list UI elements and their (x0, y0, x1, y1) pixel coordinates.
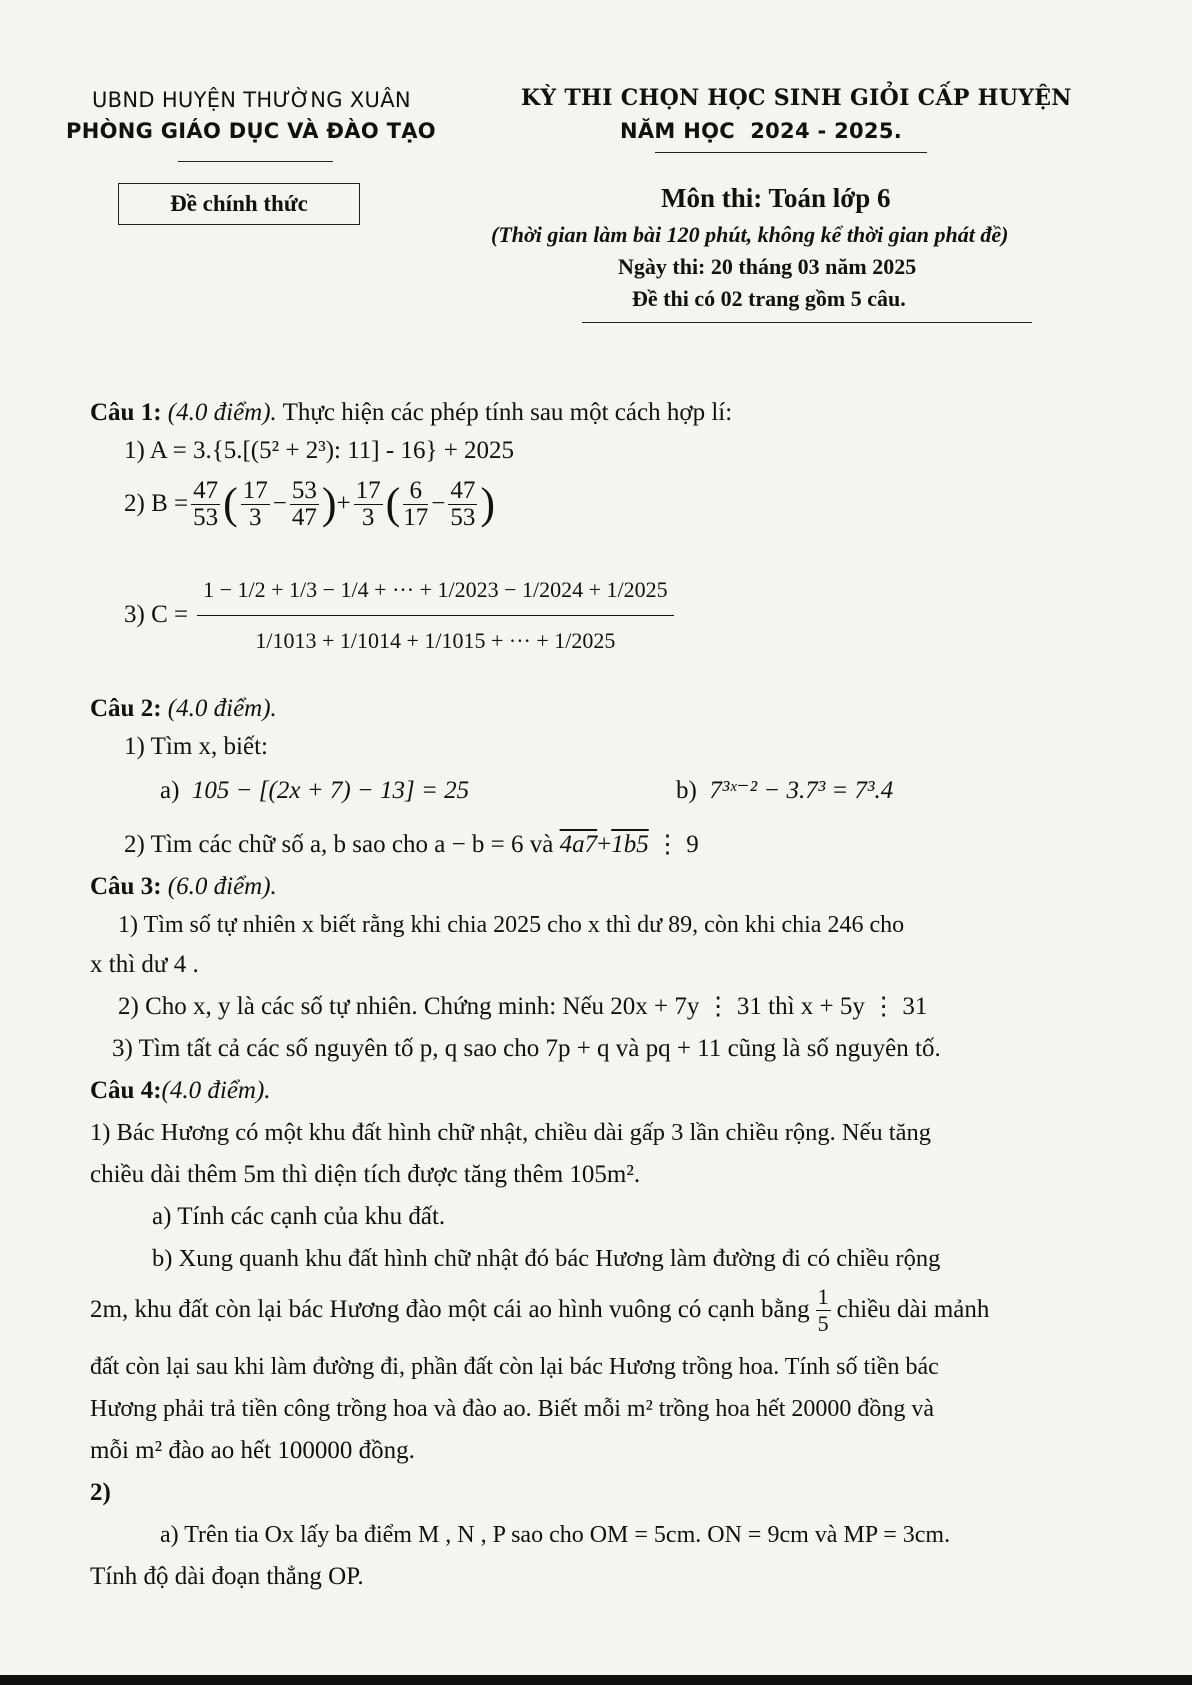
c-numerator: 1 − 1/2 + 1/3 − 1/4 + ··· + 1/2023 − 1/2024 + 1/2025 (197, 573, 674, 616)
b-fraction-5: $\frac{6}{17}$ (403, 476, 429, 531)
b-fraction-4: $\frac{17}{3}$ (355, 476, 381, 531)
q2-heading (90, 692, 277, 726)
c-denominator: 1/1013 + 1/1014 + 1/1015 + ··· + 1/2025 (255, 627, 616, 653)
b-fraction-2: $\frac{17}{3}$ (242, 476, 268, 531)
duration-note: (Thời gian làm bài 120 phút, không kể thời gian phát đề) (491, 222, 1009, 247)
q4-item1b-line5: mỗi m² đào ao hết 100000 đồng. (90, 1437, 415, 1464)
q1-item1: 1) A = 3.{5.[(5² + 2³): 11] - 16} + 2025 (124, 437, 515, 464)
overlined-number-1b5: 1b5 (611, 831, 649, 858)
q4-title: Câu 4: (90, 1077, 162, 1104)
q1-prompt: Thực hiện các phép tính sau một cách hợp lí: (282, 399, 733, 426)
q3-heading (90, 870, 277, 904)
q1-item3-label: 3) C = (124, 601, 189, 628)
q1-points: (4.0 điểm). (167, 399, 277, 426)
header-bottom-rule (582, 322, 1032, 323)
q1-item2: 2) B = $\frac{47}{53}$ ( $\frac{17}{3}$ − $\frac{53}{47}$ ) + $\frac{17}{3}$ ( $\frac{6}{17}$ − $\frac{47}{53}$ ) (124, 476, 496, 531)
department-name: UBND HUYỆN THƯỜNG XUÂN (92, 88, 411, 112)
pages-note: Đề thi có 02 trang gồm 5 câu. (632, 286, 906, 311)
official-exam-box: Đề chính thức (118, 183, 360, 225)
q1-title: Câu 1: (90, 399, 162, 426)
q4-item2a-line1: a) Trên tia Ox lấy ba điểm M , N , P sao cho OM = 5cm. ON = 9cm và MP = 3cm. (160, 1522, 951, 1548)
q4-item1b-line4: Hương phải trả tiền công trồng hoa và đào ao. Biết mỗi m² trồng hoa hết 20000 đồng và (90, 1396, 935, 1422)
office-name: PHÒNG GIÁO DỤC VÀ ĐÀO TẠO (66, 119, 436, 143)
c-main-fraction (197, 573, 674, 658)
q3-item3: 3) Tìm tất cả các số nguyên tố p, q sao cho 7p + q và pq + 11 cũng là số nguyên tố. (112, 1035, 941, 1062)
q2-title: Câu 2: (90, 695, 162, 722)
q4-item2: 2) (90, 1479, 111, 1506)
q1-item3 (124, 560, 677, 670)
q4-item1-line1: 1) Bác Hương có một khu đất hình chữ nhật, chiều dài gấp 3 lần chiều rộng. Nếu tăng (90, 1119, 931, 1146)
q4-item1b-line2: 2m, khu đất còn lại bác Hương đào một cái ao hình vuông có cạnh bằng $\frac{1}{5}$ chiều dài mảnh (90, 1283, 990, 1336)
q2-b-expression: 7³ˣ⁻² − 3.7³ = 7³.4 (709, 777, 894, 804)
q4-heading (90, 1074, 271, 1108)
overlined-number-4a7: 4a7 (559, 831, 598, 858)
b-fraction-6: $\frac{47}{53}$ (450, 476, 476, 531)
q2-points: (4.0 điểm). (167, 695, 277, 722)
subject-line: Môn thi: Toán lớp 6 (661, 183, 891, 213)
q2-item1b: b) 7³ˣ⁻² − 3.7³ = 7³.4 (676, 777, 894, 804)
q3-item1-line1: 1) Tìm số tự nhiên x biết rằng khi chia 2025 cho x thì dư 89, còn khi chia 246 cho (118, 912, 905, 938)
right-header-rule (655, 152, 927, 153)
q4-item1b-line3: đất còn lại sau khi làm đường đi, phần đất còn lại bác Hương trồng hoa. Tính số tiền bác (90, 1354, 939, 1380)
q4-points: (4.0 điểm). (161, 1077, 271, 1104)
q3-points: (6.0 điểm). (167, 873, 277, 900)
q4-item2a-line2: Tính độ dài đoạn thẳng OP. (90, 1563, 364, 1590)
q4-item1-line2: chiều dài thêm 5m thì diện tích được tăng thêm 105m². (90, 1161, 641, 1188)
q3-item1-line2: x thì dư 4 . (90, 951, 199, 978)
exam-title: KỲ THI CHỌN HỌC SINH GIỎI CẤP HUYỆN (521, 85, 1072, 111)
q2-item1a: a) 105 − [(2x + 7) − 13] = 25 (160, 777, 470, 804)
school-year (620, 119, 902, 143)
q4-item1a: a) Tính các cạnh của khu đất. (152, 1203, 446, 1230)
school-year-label: NĂM HỌC (620, 119, 735, 143)
left-header-rule (178, 161, 333, 162)
q3-item2: 2) Cho x, y là các số tự nhiên. Chứng minh: Nếu 20x + 7y ⋮ 31 thì x + 5y ⋮ 31 (118, 993, 928, 1020)
q2-a-expression: 105 − [(2x + 7) − 13] = 25 (191, 777, 470, 804)
q1-heading (90, 396, 732, 430)
q2-item1: 1) Tìm x, biết: (124, 733, 268, 760)
school-year-value: 2024 - 2025. (750, 119, 903, 143)
b-fraction-1: $\frac{47}{53}$ (193, 476, 219, 531)
q3-title: Câu 3: (90, 873, 162, 900)
one-fifth-fraction: $\frac{1}{5}$ (817, 1283, 829, 1336)
q1-item2-label: 2) B = (124, 490, 189, 517)
q4-item1b-line1: b) Xung quanh khu đất hình chữ nhật đó bác Hương làm đường đi có chiều rộng (152, 1245, 941, 1272)
q2-item2: 2) Tìm các chữ số a, b sao cho a − b = 6 và 4a7+1b5 ⋮ 9 (124, 831, 699, 858)
scan-bottom-edge (0, 1675, 1192, 1685)
b-fraction-3: $\frac{53}{47}$ (291, 476, 317, 531)
exam-date: Ngày thi: 20 tháng 03 năm 2025 (618, 254, 917, 279)
